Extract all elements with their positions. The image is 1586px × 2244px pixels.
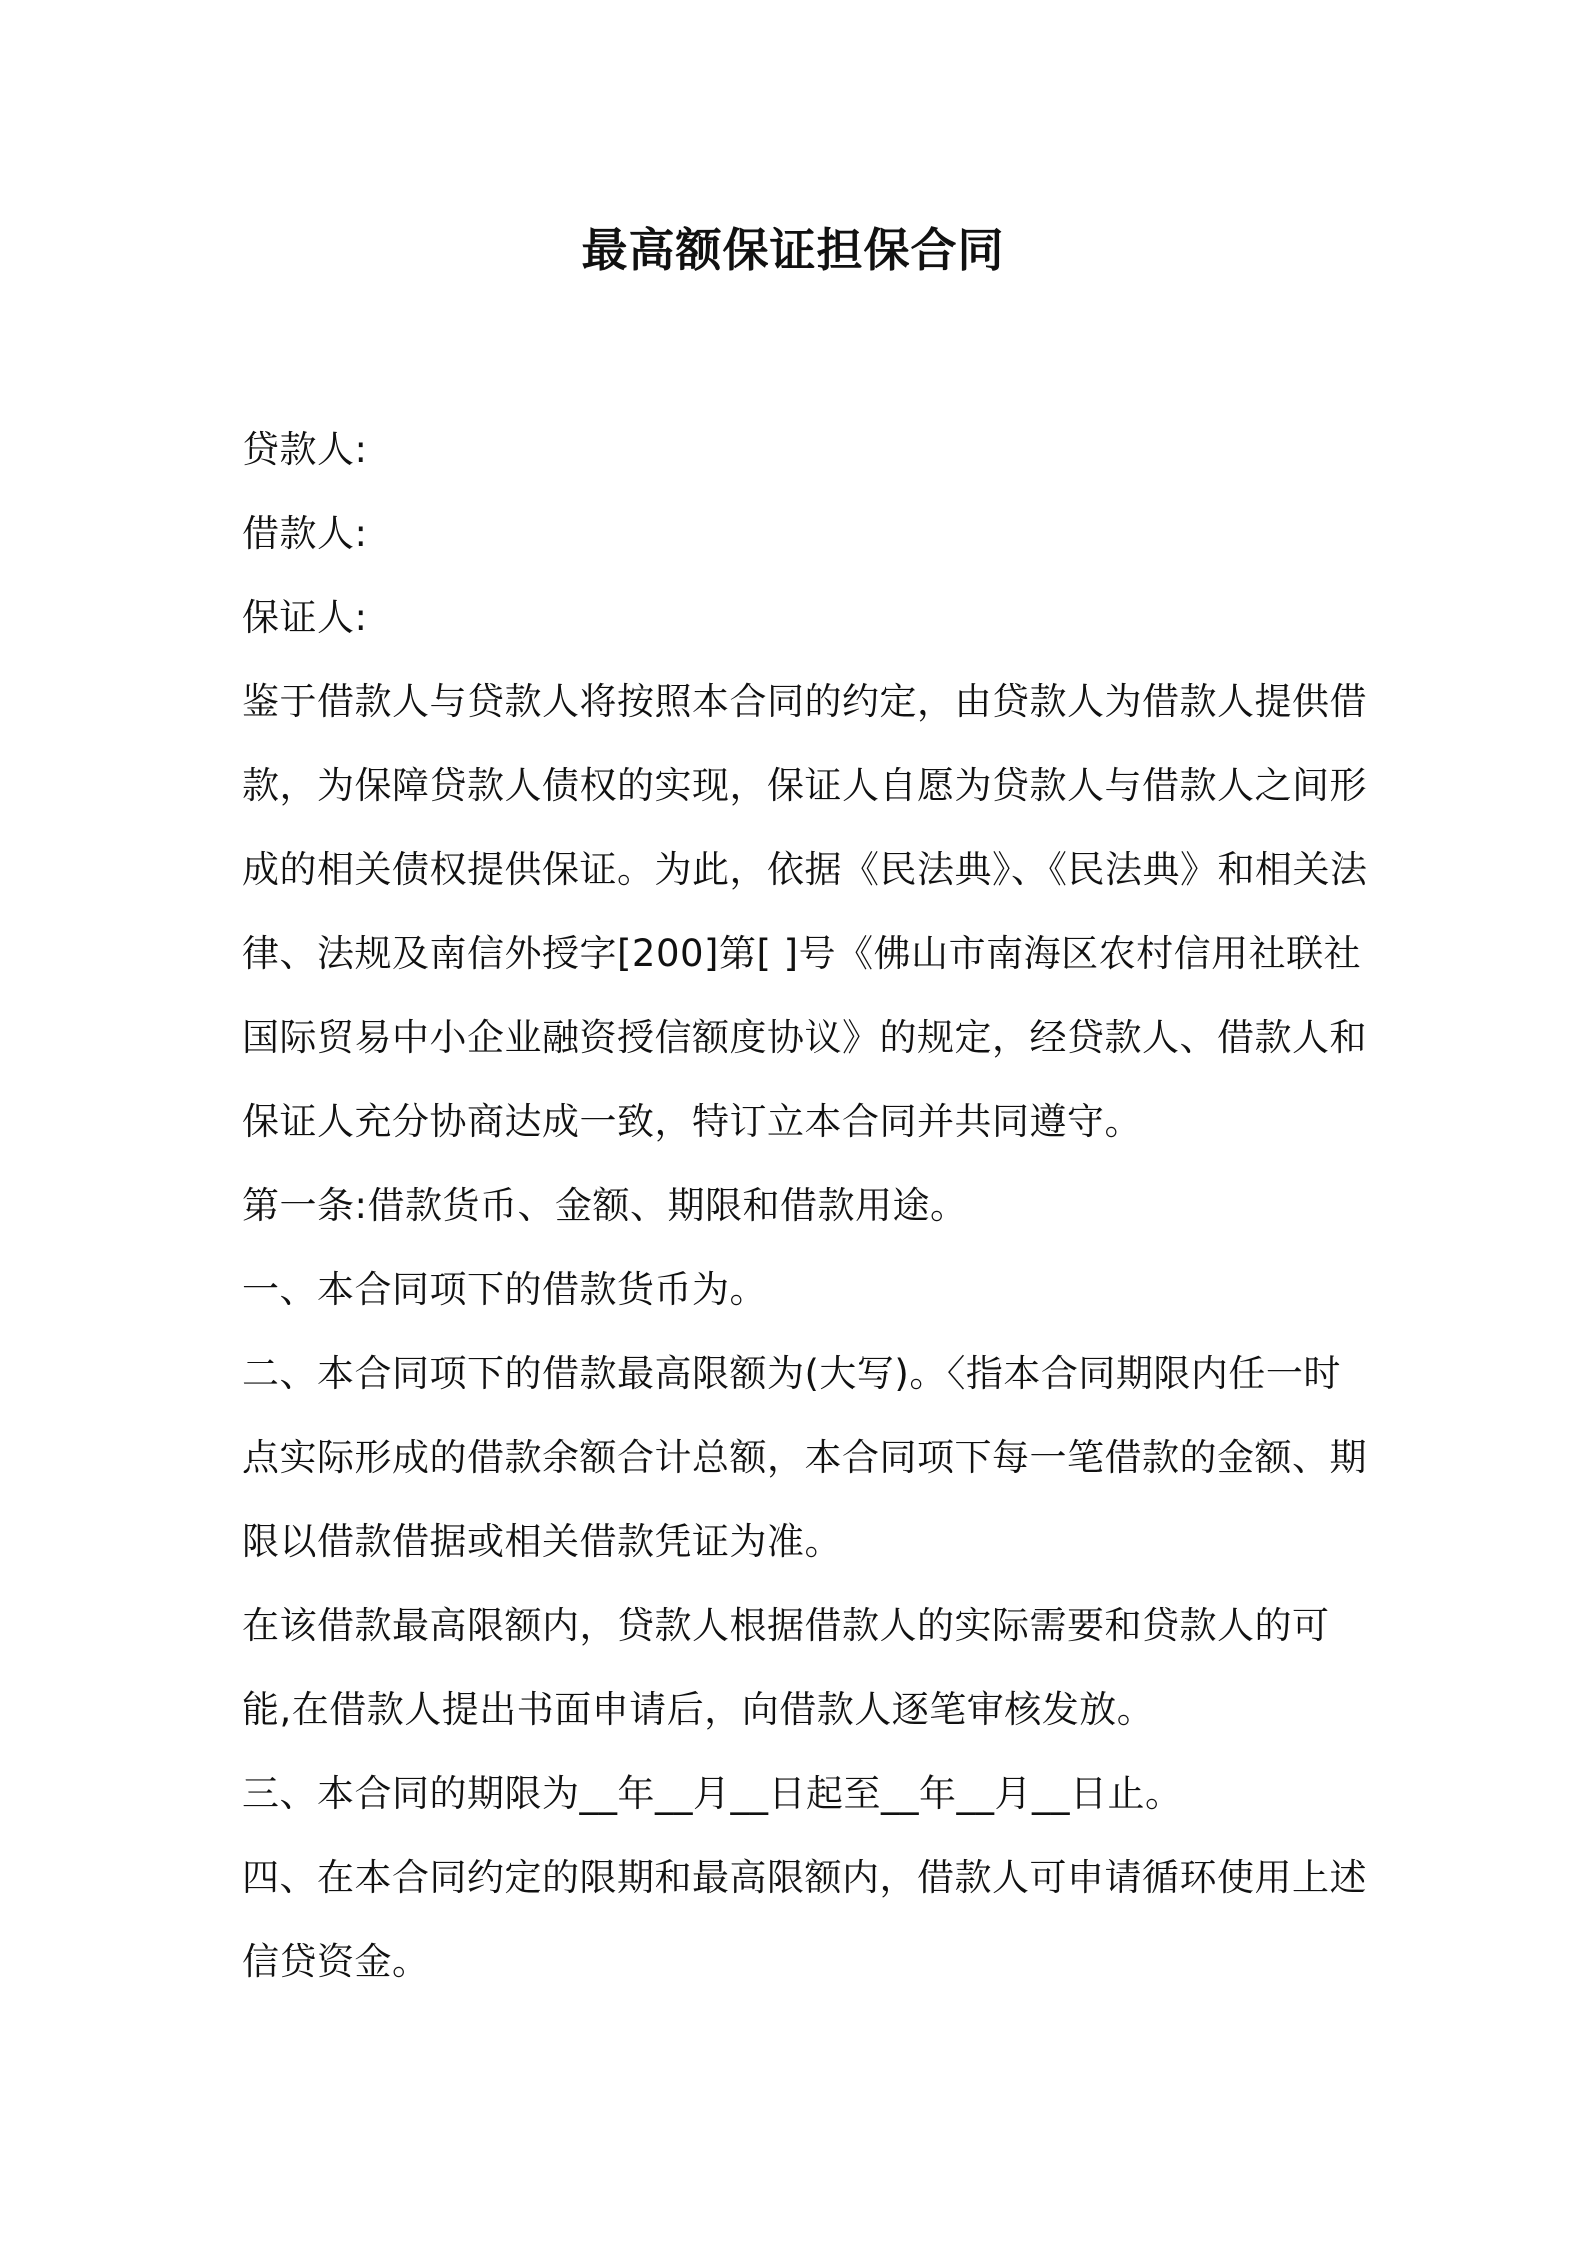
preamble-line: 款，为保障贷款人债权的实现，保证人自愿为贷款人与借款人之间形: [242, 764, 1367, 807]
guarantor-label: 保证人:: [242, 596, 368, 639]
preamble-line: 成的相关债权提供保证。为此，依据《民法典》、《民法典》和相关法: [242, 848, 1368, 891]
preamble-line: 律、法规及南信外授字[200]第[ ]号《佛山市南海区农村信用社联社: [242, 932, 1362, 975]
article-1-heading: 第一条:借款货币、金额、期限和借款用途。: [242, 1184, 968, 1227]
lender-label: 贷款人:: [242, 428, 368, 471]
clause-4-line: 信贷资金。: [242, 1940, 430, 1983]
document-title: 最高额保证担保合同: [581, 223, 1005, 277]
clause-2-line: 二、本合同项下的借款最高限额为(大写)。〈指本合同期限内任一时: [242, 1352, 1341, 1395]
clause-1: 一、本合同项下的借款货币为。: [242, 1268, 767, 1311]
clause-2-line: 点实际形成的借款余额合计总额，本合同项下每一笔借款的金额、期: [242, 1436, 1367, 1479]
document-body: [242, 408, 1368, 2004]
borrower-label: 借款人:: [242, 512, 368, 555]
preamble-line: 鉴于借款人与贷款人将按照本合同的约定，由贷款人为借款人提供借: [242, 680, 1367, 723]
clause-2-extra-line: 在该借款最高限额内，贷款人根据借款人的实际需要和贷款人的可: [242, 1604, 1330, 1647]
preamble-line: 国际贸易中小企业融资授信额度协议》的规定，经贷款人、借款人和: [242, 1016, 1367, 1059]
clause-4-line: 四、在本合同约定的限期和最高限额内，借款人可申请循环使用上述: [242, 1856, 1367, 1899]
clause-3: 三、本合同的期限为__年__月__日起至__年__月__日止。: [242, 1772, 1183, 1815]
clause-2-line: 限以借款借据或相关借款凭证为准。: [242, 1520, 842, 1563]
preamble-line: 保证人充分协商达成一致，特订立本合同并共同遵守。: [242, 1100, 1142, 1143]
clause-2-extra-line: 能,在借款人提出书面申请后，向借款人逐笔审核发放。: [242, 1688, 1155, 1731]
